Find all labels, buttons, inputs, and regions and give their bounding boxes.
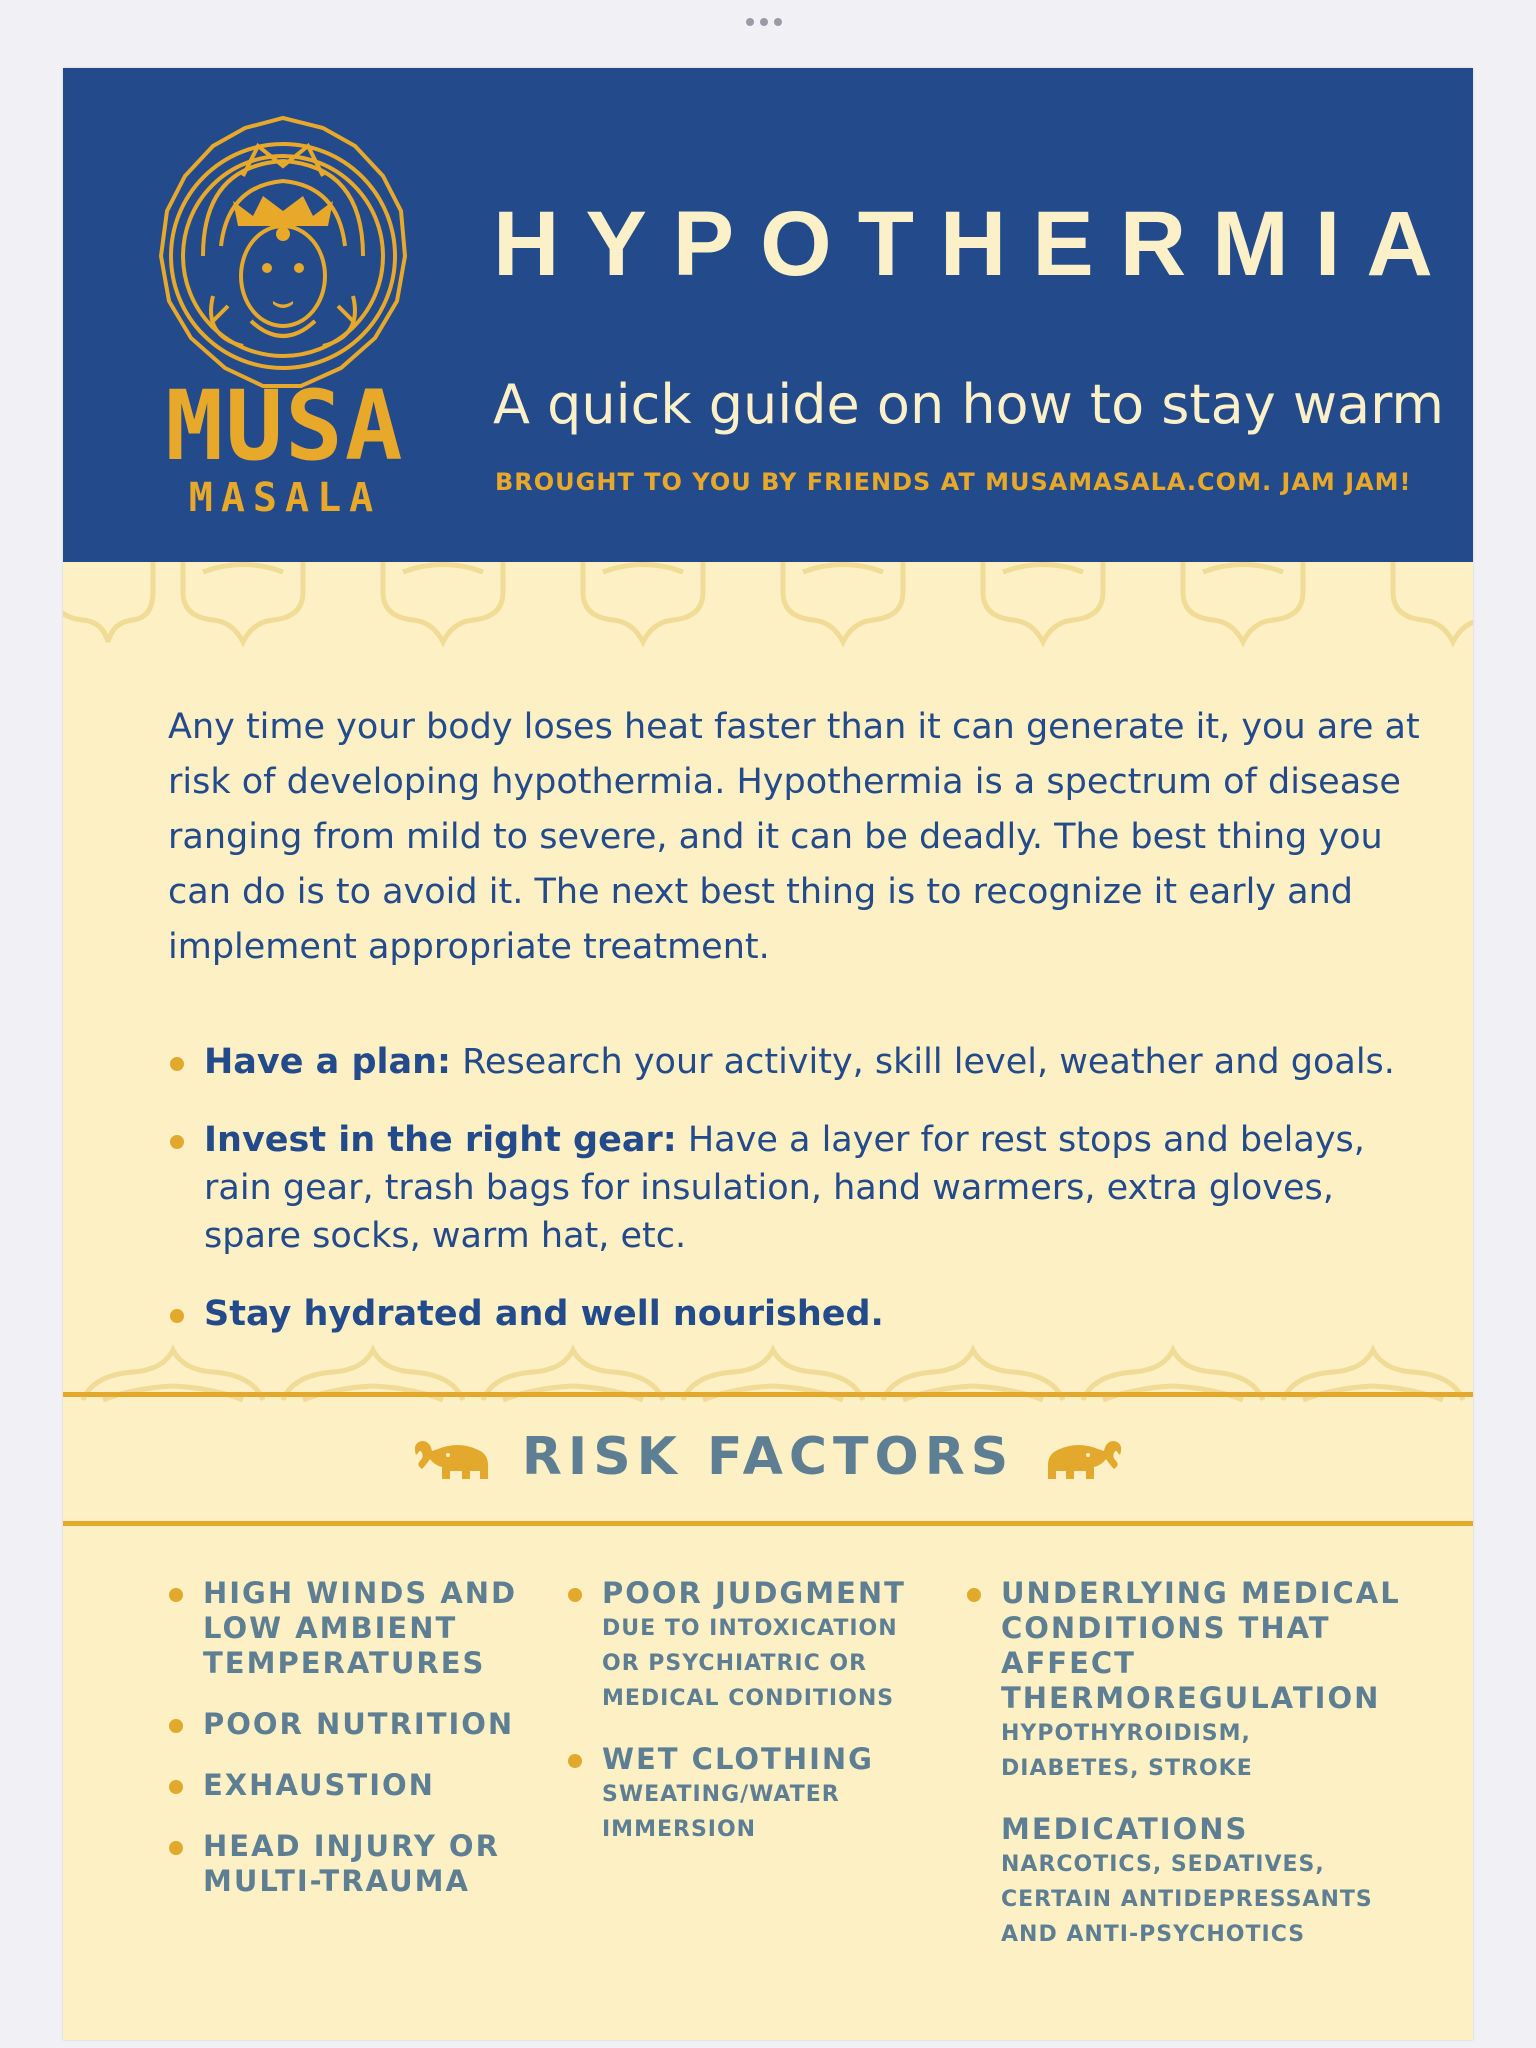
page-title: HYPOTHERMIA [493,193,1459,295]
elephant-icon [1038,1435,1128,1485]
risk-factor [965,1812,1385,1952]
intro-paragraph: Any time your body loses heat faster than it can generate it, you are at risk of developing hypothermia. Hypothermia is a spectrum of disease ranging from mild to severe, and it can be deadly. The best thing you can do is to avoid it. The next best thing is to recognize it early and implement appropriate treatment. [168,707,1420,967]
bullet-dot-icon [169,1719,183,1733]
risk-factor-detail: SWEATING/WATER IMMERSION [602,1782,840,1842]
risk-factor [566,1576,946,1716]
bullet-dot-icon [169,1588,183,1602]
tip-item [168,1116,1438,1260]
risk-factors-header [63,1392,1473,1526]
bullet-dot-icon [169,1841,183,1855]
risk-factor [167,1768,547,1803]
tip-lead: Have a plan: [204,1042,452,1082]
prevention-tips-list [168,1038,1438,1368]
page-subtitle: A quick guide on how to stay warm [493,373,1444,436]
risk-factor-name: UNDERLYING MEDICAL CONDITIONS THAT AFFECT THERMOREGULATION [1001,1576,1401,1715]
risk-factor-name: EXHAUSTION [203,1768,435,1802]
ornamental-border-top [63,562,1473,648]
byline: BROUGHT TO YOU BY FRIENDS AT MUSAMASALA.COM. JAM JAM! [495,468,1412,496]
bullet-dot-icon [170,1135,184,1149]
tip-item [168,1038,1438,1086]
tip-lead: Stay hydrated and well nourished. [204,1294,884,1334]
bullet-dot-icon [568,1754,582,1768]
logo-word-masala: MASALA [188,475,382,521]
risk-factor-name: HIGH WINDS AND LOW AMBIENT TEMPERATURES [203,1576,518,1680]
risk-factor-name: POOR JUDGMENT [602,1576,906,1610]
risk-column-2 [566,1576,946,1873]
risk-factor [167,1829,547,1899]
hypothermia-guide-card [63,68,1473,2040]
goddess-emblem-icon [133,106,433,406]
risk-factor [965,1576,1401,1786]
risk-factor [566,1742,946,1847]
more-options-icon[interactable] [746,18,790,32]
risk-factor [167,1707,547,1742]
bullet-dot-icon [967,1588,981,1602]
risk-factor-name: MEDICATIONS [1001,1812,1249,1846]
tip-text: Have a layer for rest stops and belays, rain gear, trash bags for insulation, hand warmers, extra gloves, spare socks, warm hat, etc. [204,1120,1365,1256]
risk-column-1 [167,1576,547,1925]
tip-lead: Invest in the right gear: [204,1120,677,1160]
risk-factor-detail: NARCOTICS, SEDATIVES, CERTAIN ANTIDEPRESSANTS AND ANTI-PSYCHOTICS [1001,1852,1373,1947]
tip-text: Research your activity, skill level, weather and goals. [451,1042,1395,1082]
risk-factor-name: POOR NUTRITION [203,1707,515,1741]
logo-word-musa: MUSA [165,370,405,482]
bullet-dot-icon [170,1309,184,1323]
bullet-dot-icon [170,1057,184,1071]
risk-factor-name: WET CLOTHING [602,1742,874,1776]
header-banner [63,68,1473,562]
bullet-dot-icon [169,1780,183,1794]
risk-column-3 [965,1576,1401,1978]
logo-wordmark [135,370,435,521]
risk-factor-detail: HYPOTHYROIDISM, DIABETES, STROKE [1001,1721,1253,1781]
risk-factors-title: RISK FACTORS [521,1427,1015,1487]
risk-factor-detail: DUE TO INTOXICATION OR PSYCHIATRIC OR MEDICAL CONDITIONS [602,1616,898,1711]
risk-factor [167,1576,547,1681]
risk-factor-name: HEAD INJURY OR MULTI-TRAUMA [203,1829,500,1898]
bullet-dot-icon [568,1588,582,1602]
